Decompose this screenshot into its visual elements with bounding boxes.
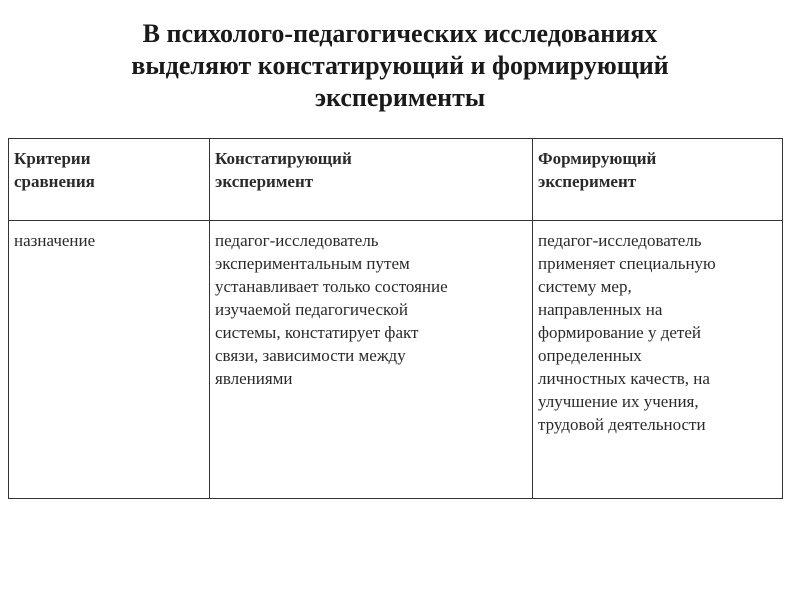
header-ascertaining-experiment: Констатирующий эксперимент <box>210 139 533 221</box>
cell-formative: педагог-исследователь применяет специальную систему мер, направленных на формирование у детей определенных личностных качеств, на улучшение их учения, трудовой деятельности <box>533 221 783 499</box>
comparison-table <box>8 138 783 499</box>
page-title <box>40 18 760 114</box>
title-line-1: В психолого-педагогических исследованиях <box>142 19 658 48</box>
cell-ascertaining: педагог-исследователь экспериментальным путем устанавливает только состояние изучаемой педагогической системы, констатирует факт связи, зависимости между явлениями <box>210 221 533 499</box>
table-row <box>9 221 783 499</box>
title-line-3: эксперименты <box>314 83 486 112</box>
header-criteria: Критерии сравнения <box>9 139 210 221</box>
cell-criterion: назначение <box>9 221 210 499</box>
table-header-row <box>9 139 783 221</box>
header-formative-experiment: Формирующий эксперимент <box>533 139 783 221</box>
title-line-2: выделяют констатирующий и формирующий <box>131 51 669 80</box>
